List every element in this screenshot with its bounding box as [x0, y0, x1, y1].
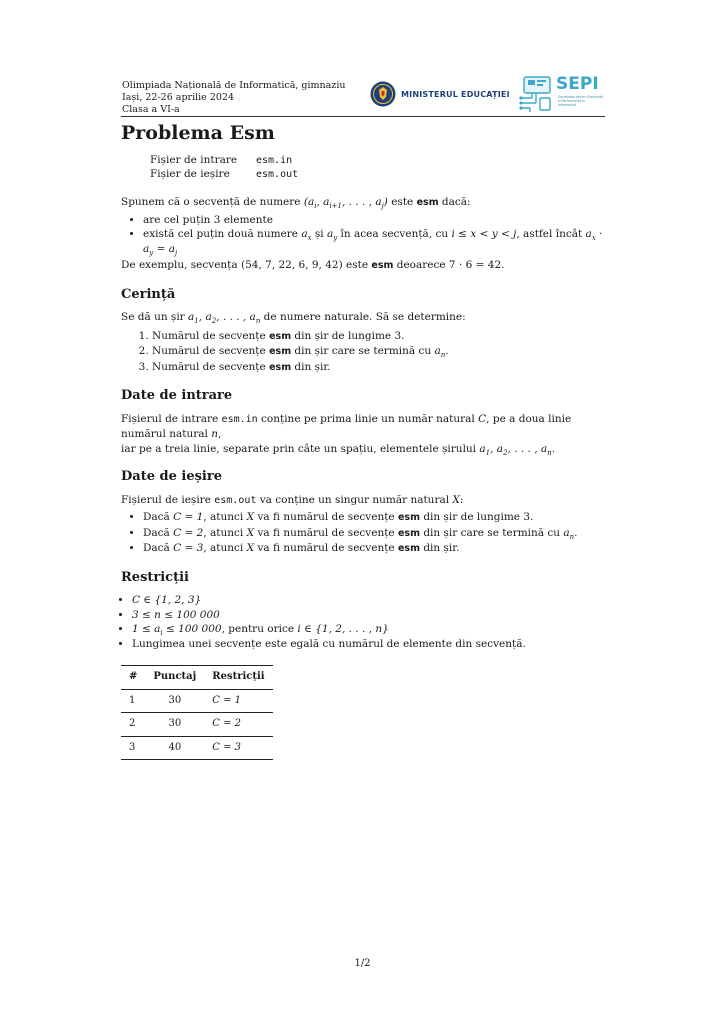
list-item: • are cel puțin 3 elemente: [143, 213, 611, 228]
io-files: [150, 154, 298, 181]
score-table: [121, 665, 273, 760]
list-item: • Dacă C = 2, atunci X va fi numărul de secvențe esm din șir care se termină cu $a_n$.: [143, 526, 611, 542]
output-paragraph: Fișierul de ieșire esm.out va conține un singur număr natural X:: [121, 493, 464, 506]
output-file-label: Fișier de ieșire: [150, 167, 230, 180]
cerinta-list: [121, 329, 611, 376]
ministry-logo: [370, 81, 510, 107]
col-points: Punctaj: [153, 671, 197, 682]
list-item: • Dacă C = 3, atunci X va fi numărul de secvențe esm din șir.: [143, 541, 611, 557]
col-number: #: [129, 671, 138, 682]
col-restrictions: Restricții: [212, 671, 265, 682]
output-file-row: [150, 168, 298, 182]
problem-title: Problema Esm: [121, 122, 275, 144]
input-file-label: Fișier de intrare: [150, 154, 238, 166]
section-heading-input: Date de intrare: [121, 388, 233, 403]
table-row: 1 30 C = 1: [121, 689, 273, 713]
list-item: • există cel puțin două numere $a_x$ și $a_y$ în acea secvență, cu i ≤ x < y < j, astfel încât $a_x \cdot a_y = a_j$: [143, 227, 611, 256]
definition-list: [121, 213, 611, 257]
cerinta-paragraph: Se dă un șir $a_1$, $a_2$, . . . , $a_n$ de numere naturale. Să se determine:: [121, 311, 466, 326]
list-item: 3. Numărul de secvențe esm din șir.: [152, 360, 611, 376]
coat-of-arms-icon: [370, 81, 396, 107]
definition-paragraph: Spunem că o secvență de numere ($a_i$, $a_{i+1}$, . . . , $a_j$) este esm dacă:: [121, 196, 471, 211]
example-paragraph: De exemplu, secvența (54, 7, 22, 6, 9, 42) este esm deoarece 7 · 6 = 42.: [121, 259, 505, 271]
page-number: 1/2: [354, 958, 371, 969]
table-row: 2 30 C = 2: [121, 713, 273, 737]
sepi-logo: [518, 74, 604, 114]
output-file-name: esm.out: [256, 168, 299, 180]
output-list: [121, 510, 611, 557]
list-item: • $1 \le a_i \le 100$ 000, pentru orice i ∈ {1, 2, . . . , n}: [132, 622, 611, 637]
circuit-board-icon: [518, 74, 554, 114]
header-info: [122, 80, 345, 116]
header-class: Clasa a VI-a: [122, 104, 180, 115]
list-item: • Dacă C = 1, atunci X va fi numărul de secvențe esm din șir de lungime 3.: [143, 510, 611, 526]
list-item: 2. Numărul de secvențe esm din șir care se termină cu $a_n$.: [152, 344, 611, 360]
list-item: 1. Numărul de secvențe esm din șir de lungime 3.: [152, 329, 611, 345]
section-heading-output: Date de ieșire: [121, 469, 222, 484]
input-file-row: [150, 154, 298, 168]
list-item: • C ∈ {1, 2, 3}: [132, 593, 611, 608]
sepi-subtitle: Societatea pentru Excelență și Performanță în Informatică: [558, 95, 604, 107]
restrictions-list: [121, 593, 611, 651]
header-olympiad: Olimpiada Națională de Informatică, gimnaziu: [122, 80, 346, 91]
section-heading-cerinta: Cerință: [121, 286, 176, 302]
list-item: • 3 ≤ n ≤ 100 000: [132, 608, 611, 623]
ministry-label: MINISTERUL EDUCAȚIEI: [401, 89, 510, 99]
input-paragraph: Fișierul de intrare esm.in conține pe prima linie un număr natural C, pe a doua linie numărul natural n, iar pe a treia linie, separate prin câte un spațiu, elementele șirului $a_1$, $a_2$, . . . , $a_n$.: [121, 412, 572, 457]
header-location-date: Iași, 22-26 aprilie 2024: [122, 92, 234, 103]
list-item: • Lungimea unei secvențe este egală cu numărul de elemente din secvență.: [132, 637, 611, 652]
problem-body: [121, 195, 611, 760]
section-heading-restrictions: Restricții: [121, 569, 189, 585]
sepi-label: SEPI: [556, 74, 599, 94]
header-divider: [121, 116, 605, 117]
input-file-name: esm.in: [256, 155, 293, 166]
table-header-row: [121, 666, 273, 690]
table-row: 3 40 C = 3: [121, 736, 273, 760]
